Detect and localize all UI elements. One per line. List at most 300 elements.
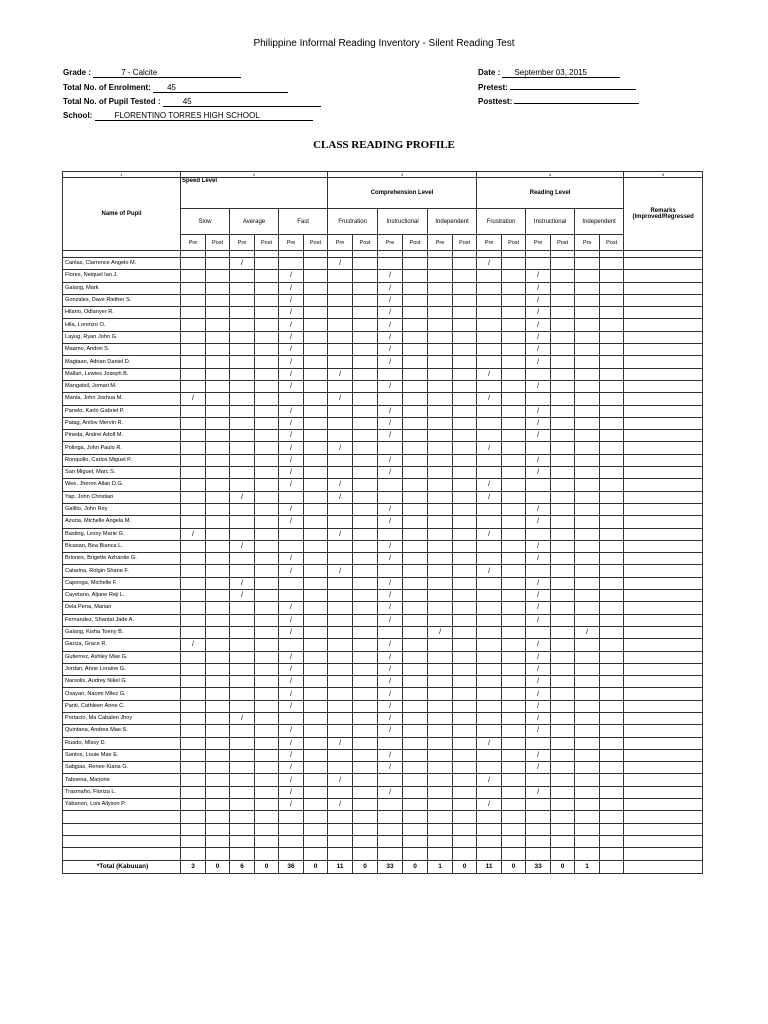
empty-cell xyxy=(477,823,502,835)
empty-cell xyxy=(353,454,378,466)
empty-cell xyxy=(477,577,502,589)
check-mark: / xyxy=(526,467,551,479)
table-row xyxy=(63,454,703,466)
remarks-cell xyxy=(624,270,703,282)
post-header: Post xyxy=(453,235,477,251)
empty-cell xyxy=(600,749,624,761)
empty-cell xyxy=(328,639,353,651)
empty-cell xyxy=(551,442,575,454)
empty-cell xyxy=(428,282,453,294)
check-mark: / xyxy=(477,479,502,491)
post-header: Post xyxy=(403,235,428,251)
remarks-cell xyxy=(624,663,703,675)
empty-cell xyxy=(526,258,551,270)
empty-cell xyxy=(575,270,600,282)
remarks-cell xyxy=(624,454,703,466)
table-row xyxy=(63,786,703,798)
total-value: 0 xyxy=(403,860,428,873)
pupil-name: Bicasan, Bea Bianca L. xyxy=(63,540,181,552)
empty-cell xyxy=(502,540,526,552)
remarks-cell xyxy=(624,417,703,429)
empty-cell xyxy=(403,639,428,651)
grade-line xyxy=(63,68,241,78)
empty-cell xyxy=(403,344,428,356)
empty-cell xyxy=(477,430,502,442)
empty-cell xyxy=(206,626,230,638)
remarks-cell xyxy=(624,737,703,749)
empty-cell xyxy=(453,405,477,417)
check-mark: / xyxy=(279,786,304,798)
check-mark: / xyxy=(378,344,403,356)
empty-cell xyxy=(353,639,378,651)
empty-cell xyxy=(353,331,378,343)
empty-cell xyxy=(575,663,600,675)
empty-cell xyxy=(230,417,255,429)
empty-cell xyxy=(526,565,551,577)
empty-cell xyxy=(477,331,502,343)
date-value: September 03, 2015 xyxy=(502,68,620,78)
empty-cell xyxy=(600,405,624,417)
empty-cell xyxy=(600,700,624,712)
empty-cell xyxy=(181,368,206,380)
empty-cell xyxy=(328,516,353,528)
empty-cell xyxy=(230,688,255,700)
empty-cell xyxy=(502,294,526,306)
empty-cell xyxy=(181,491,206,503)
empty-cell xyxy=(624,835,703,847)
empty-cell xyxy=(551,282,575,294)
check-mark: / xyxy=(328,442,353,454)
empty-cell xyxy=(453,676,477,688)
check-mark: / xyxy=(378,749,403,761)
check-mark: / xyxy=(279,602,304,614)
empty-cell xyxy=(428,528,453,540)
empty-cell xyxy=(230,344,255,356)
pupil-name: Garcia, Grace R. xyxy=(63,639,181,651)
empty-cell xyxy=(526,823,551,835)
empty-cell xyxy=(304,430,328,442)
empty-cell xyxy=(502,393,526,405)
empty-cell xyxy=(181,799,206,811)
pretest-line xyxy=(478,83,636,92)
empty-cell xyxy=(575,712,600,724)
empty-cell xyxy=(526,835,551,847)
empty-cell xyxy=(403,516,428,528)
empty-cell xyxy=(551,258,575,270)
empty-cell xyxy=(600,688,624,700)
total-value: 11 xyxy=(477,860,502,873)
empty-cell xyxy=(575,491,600,503)
empty-cell xyxy=(624,823,703,835)
empty-cell xyxy=(477,811,502,823)
table-row xyxy=(63,270,703,282)
empty-cell xyxy=(206,835,230,847)
empty-cell xyxy=(575,307,600,319)
empty-cell xyxy=(453,467,477,479)
check-mark: / xyxy=(279,380,304,392)
spacer-cell xyxy=(526,251,551,258)
empty-cell xyxy=(600,344,624,356)
empty-cell xyxy=(304,270,328,282)
empty-cell xyxy=(453,749,477,761)
pupil-name: Azuria, Michelle Angela M. xyxy=(63,516,181,528)
empty-cell xyxy=(551,294,575,306)
empty-cell xyxy=(477,651,502,663)
empty-cell xyxy=(551,762,575,774)
check-mark: / xyxy=(378,614,403,626)
spacer-cell xyxy=(624,251,703,258)
empty-cell xyxy=(304,614,328,626)
empty-cell xyxy=(328,331,353,343)
empty-cell xyxy=(403,393,428,405)
empty-cell xyxy=(255,786,279,798)
empty-cell xyxy=(502,307,526,319)
empty-cell xyxy=(551,737,575,749)
empty-cell xyxy=(428,614,453,626)
empty-cell xyxy=(230,516,255,528)
empty-cell xyxy=(600,614,624,626)
post-header: Post xyxy=(206,235,230,251)
empty-cell xyxy=(575,331,600,343)
check-mark: / xyxy=(526,712,551,724)
pretest-label: Pretest: xyxy=(478,83,508,92)
remarks-cell xyxy=(624,565,703,577)
empty-cell xyxy=(428,565,453,577)
empty-cell xyxy=(477,417,502,429)
empty-cell xyxy=(378,774,403,786)
empty-cell xyxy=(428,712,453,724)
empty-cell xyxy=(502,282,526,294)
empty-cell xyxy=(206,405,230,417)
empty-cell xyxy=(181,454,206,466)
remarks-cell xyxy=(624,590,703,602)
empty-cell xyxy=(551,712,575,724)
empty-cell xyxy=(526,368,551,380)
empty-cell xyxy=(328,417,353,429)
empty-cell xyxy=(304,405,328,417)
empty-cell xyxy=(230,307,255,319)
empty-cell xyxy=(428,258,453,270)
empty-cell xyxy=(575,811,600,823)
spacer-cell xyxy=(453,251,477,258)
empty-cell xyxy=(255,688,279,700)
empty-cell xyxy=(551,835,575,847)
check-mark: / xyxy=(477,565,502,577)
remarks-header: Remarks (Improved/Regressed xyxy=(624,178,703,251)
pupil-name: Ruado, Missy D. xyxy=(63,737,181,749)
empty-cell xyxy=(403,663,428,675)
empty-cell xyxy=(575,700,600,712)
empty-cell xyxy=(328,762,353,774)
empty-cell xyxy=(279,712,304,724)
table-row xyxy=(63,799,703,811)
empty-cell xyxy=(477,553,502,565)
check-mark: / xyxy=(526,331,551,343)
empty-cell xyxy=(551,614,575,626)
empty-cell xyxy=(304,282,328,294)
check-mark: / xyxy=(378,417,403,429)
empty-cell xyxy=(551,553,575,565)
empty-cell xyxy=(230,553,255,565)
remarks-cell xyxy=(624,294,703,306)
check-mark: / xyxy=(477,774,502,786)
empty-cell xyxy=(403,749,428,761)
empty-cell xyxy=(206,393,230,405)
empty-cell xyxy=(181,565,206,577)
empty-cell xyxy=(230,528,255,540)
empty-cell xyxy=(575,479,600,491)
empty-cell xyxy=(255,258,279,270)
empty-cell xyxy=(403,614,428,626)
empty-cell xyxy=(255,553,279,565)
empty-cell xyxy=(328,811,353,823)
empty-cell xyxy=(453,368,477,380)
empty-cell xyxy=(353,344,378,356)
empty-cell xyxy=(453,528,477,540)
empty-cell xyxy=(551,528,575,540)
check-mark: / xyxy=(526,725,551,737)
pupil-name: Galang, Mark xyxy=(63,282,181,294)
empty-cell xyxy=(328,270,353,282)
empty-cell xyxy=(526,626,551,638)
empty-cell xyxy=(403,799,428,811)
empty-cell xyxy=(428,590,453,602)
empty-cell xyxy=(502,380,526,392)
empty-cell xyxy=(206,356,230,368)
empty-cell xyxy=(206,848,230,860)
empty-cell xyxy=(403,307,428,319)
table-row xyxy=(63,725,703,737)
empty-cell xyxy=(403,553,428,565)
empty-cell xyxy=(255,639,279,651)
remarks-cell xyxy=(624,442,703,454)
empty-cell xyxy=(181,811,206,823)
pupil-name: Panti, Cathleen Anne C. xyxy=(63,700,181,712)
slow-header: Slow xyxy=(181,209,230,235)
empty-cell xyxy=(477,725,502,737)
check-mark: / xyxy=(378,405,403,417)
check-mark: / xyxy=(526,430,551,442)
empty-cell xyxy=(255,712,279,724)
empty-cell xyxy=(453,516,477,528)
empty-cell xyxy=(353,799,378,811)
spacer-cell xyxy=(502,251,526,258)
check-mark: / xyxy=(378,590,403,602)
table-row xyxy=(63,430,703,442)
empty-cell xyxy=(181,676,206,688)
empty-cell xyxy=(328,282,353,294)
empty-cell xyxy=(353,307,378,319)
empty-cell xyxy=(453,700,477,712)
empty-cell xyxy=(403,454,428,466)
empty-cell xyxy=(453,626,477,638)
total-value xyxy=(600,860,624,873)
empty-cell xyxy=(428,835,453,847)
empty-cell xyxy=(230,442,255,454)
empty-cell xyxy=(230,786,255,798)
empty-cell xyxy=(600,503,624,515)
empty-cell xyxy=(502,639,526,651)
pupil-name: Briones, Brigette Azhantie G. xyxy=(63,553,181,565)
pupil-name: Taboena, Marjorie xyxy=(63,774,181,786)
empty-cell xyxy=(206,442,230,454)
total-value: 6 xyxy=(230,860,255,873)
remarks-cell xyxy=(624,430,703,442)
empty-cell xyxy=(551,602,575,614)
empty-cell xyxy=(600,356,624,368)
empty-cell xyxy=(206,749,230,761)
check-mark: / xyxy=(378,430,403,442)
empty-cell xyxy=(477,712,502,724)
empty-cell xyxy=(279,848,304,860)
empty-cell xyxy=(477,454,502,466)
empty-cell xyxy=(230,405,255,417)
empty-cell xyxy=(63,811,181,823)
table-row xyxy=(63,258,703,270)
empty-cell xyxy=(206,282,230,294)
empty-cell xyxy=(304,749,328,761)
table-row xyxy=(63,331,703,343)
empty-cell xyxy=(453,307,477,319)
empty-cell xyxy=(600,762,624,774)
empty-cell xyxy=(378,479,403,491)
empty-cell xyxy=(328,725,353,737)
school-label: School: xyxy=(63,111,93,120)
empty-cell xyxy=(230,319,255,331)
check-mark: / xyxy=(526,417,551,429)
empty-cell xyxy=(477,602,502,614)
empty-cell xyxy=(206,479,230,491)
empty-cell xyxy=(403,467,428,479)
empty-cell xyxy=(181,749,206,761)
pupil-name: Gutierrez, Ashley Mae G. xyxy=(63,651,181,663)
empty-cell xyxy=(551,786,575,798)
empty-cell xyxy=(304,737,328,749)
empty-cell xyxy=(181,626,206,638)
empty-cell xyxy=(502,835,526,847)
empty-cell xyxy=(551,516,575,528)
empty-cell xyxy=(206,663,230,675)
empty-cell xyxy=(206,811,230,823)
empty-cell xyxy=(428,491,453,503)
check-mark: / xyxy=(526,700,551,712)
empty-cell xyxy=(304,294,328,306)
table-row xyxy=(63,577,703,589)
pupil-name: Yabanon, Lois Allyson P. xyxy=(63,799,181,811)
pupil-name: Mallari, Lewies Joseph B. xyxy=(63,368,181,380)
enrolment-line xyxy=(63,83,288,93)
empty-cell xyxy=(600,676,624,688)
empty-cell xyxy=(304,626,328,638)
empty-cell xyxy=(453,688,477,700)
empty-cell xyxy=(230,799,255,811)
empty-cell xyxy=(428,811,453,823)
remarks-cell xyxy=(624,307,703,319)
empty-cell xyxy=(502,454,526,466)
table-row xyxy=(63,774,703,786)
check-mark: / xyxy=(279,614,304,626)
remarks-cell xyxy=(624,479,703,491)
empty-cell xyxy=(600,811,624,823)
empty-cell xyxy=(600,725,624,737)
pupil-name: Flores, Neiquel Ian J. xyxy=(63,270,181,282)
empty-cell xyxy=(453,356,477,368)
name-of-pupil-header: Name of Pupil xyxy=(63,178,181,251)
check-mark: / xyxy=(230,491,255,503)
empty-cell xyxy=(477,848,502,860)
empty-cell xyxy=(353,626,378,638)
check-mark: / xyxy=(279,417,304,429)
empty-cell xyxy=(279,590,304,602)
empty-cell xyxy=(403,823,428,835)
table-row xyxy=(63,688,703,700)
empty-cell xyxy=(255,491,279,503)
empty-cell xyxy=(600,442,624,454)
pupil-name: Polinga, John Paulo R. xyxy=(63,442,181,454)
pupil-name: Hilario, Odlanyer R. xyxy=(63,307,181,319)
pupil-name: Mangatsil, Jomari M. xyxy=(63,380,181,392)
table-row xyxy=(63,356,703,368)
empty-cell xyxy=(526,848,551,860)
empty-cell xyxy=(279,491,304,503)
check-mark: / xyxy=(378,700,403,712)
check-mark: / xyxy=(526,282,551,294)
empty-cell xyxy=(575,737,600,749)
empty-cell xyxy=(328,344,353,356)
remarks-cell xyxy=(624,712,703,724)
check-mark: / xyxy=(477,799,502,811)
empty-cell xyxy=(502,356,526,368)
empty-cell xyxy=(255,725,279,737)
check-mark: / xyxy=(279,307,304,319)
empty-cell xyxy=(403,602,428,614)
empty-cell xyxy=(575,639,600,651)
empty-cell xyxy=(181,602,206,614)
empty-cell xyxy=(206,700,230,712)
empty-cell xyxy=(206,331,230,343)
empty-cell xyxy=(551,467,575,479)
empty-cell xyxy=(600,602,624,614)
empty-cell xyxy=(255,442,279,454)
empty-cell xyxy=(600,491,624,503)
empty-cell xyxy=(551,577,575,589)
empty-cell xyxy=(206,577,230,589)
table-row xyxy=(63,651,703,663)
pupil-name: Ronquillo, Carlos Miguel P. xyxy=(63,454,181,466)
empty-cell xyxy=(575,577,600,589)
empty-cell xyxy=(575,344,600,356)
check-mark: / xyxy=(328,393,353,405)
pre-header: Pre xyxy=(575,235,600,251)
empty-cell xyxy=(453,651,477,663)
empty-cell xyxy=(353,676,378,688)
table-row xyxy=(63,590,703,602)
empty-cell xyxy=(206,725,230,737)
empty-cell xyxy=(502,848,526,860)
check-mark: / xyxy=(526,590,551,602)
empty-cell xyxy=(428,368,453,380)
remarks-cell xyxy=(624,799,703,811)
remarks-cell xyxy=(624,639,703,651)
empty-cell xyxy=(477,835,502,847)
pupil-name: Dela Pena, Marian xyxy=(63,602,181,614)
empty-cell xyxy=(181,380,206,392)
remarks-cell xyxy=(624,651,703,663)
empty-cell xyxy=(353,725,378,737)
check-mark: / xyxy=(526,749,551,761)
empty-cell xyxy=(353,282,378,294)
empty-cell xyxy=(304,676,328,688)
